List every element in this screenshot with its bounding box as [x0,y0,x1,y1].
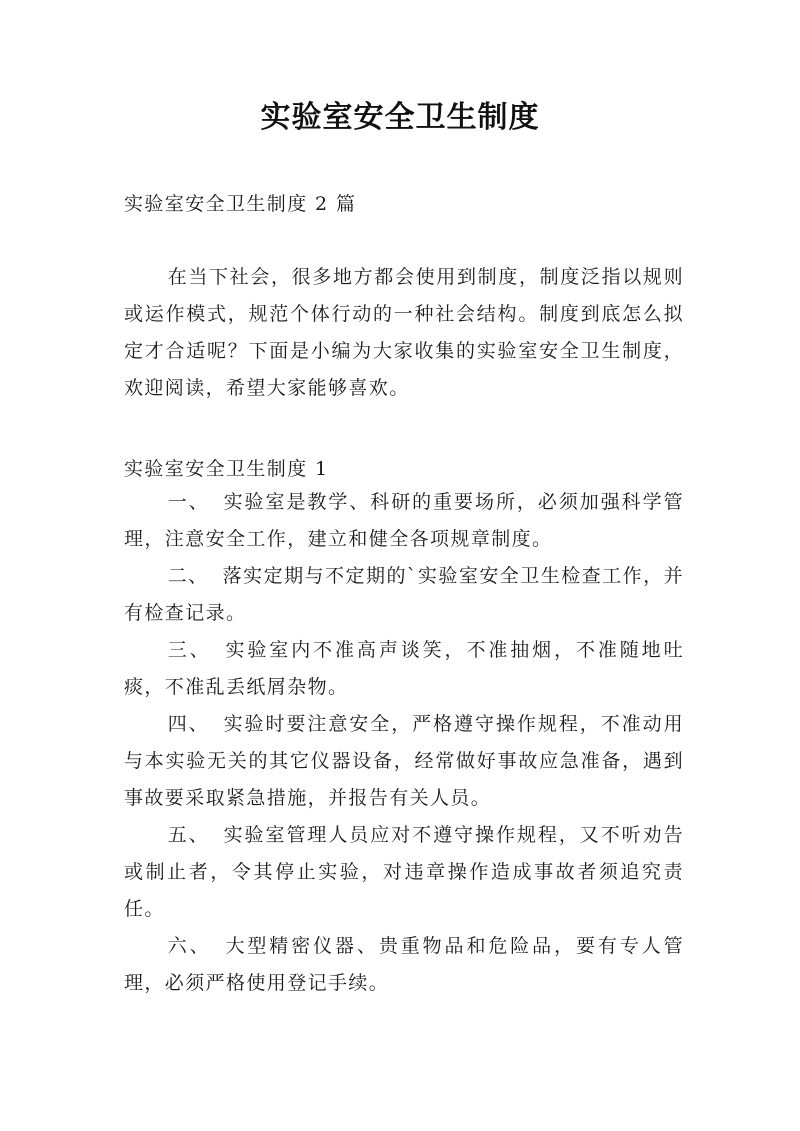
rule-item-6 [124,928,684,1002]
rule-item-5 [124,817,684,928]
rule-number: 一、 [167,491,210,513]
section-heading: 实验室安全卫生制度 1 [124,458,329,480]
rule-number: 五、 [167,824,210,846]
rule-text: 实验时要注意安全，严格遵守操作规程，不准动用与本实验无关的其它仪器设备，经常做好事故应急准备，遇到事故要采取紧急措施，并报告有关人员。 [124,713,684,809]
rule-number: 三、 [167,639,212,661]
document-title: 实验室安全卫生制度 [260,100,540,135]
rule-text: 实验室内不准高声谈笑，不准抽烟，不准随地吐痰，不准乱丢纸屑杂物。 [124,639,684,698]
rule-text: 实验室管理人员应对不遵守操作规程，又不听劝告或制止者，令其停止实验，对违章操作造成事故者须追究责任。 [124,824,684,920]
rule-text: 大型精密仪器、贵重物品和危险品，要有专人管理，必须严格使用登记手续。 [124,935,684,994]
rule-item-2 [124,558,684,632]
rule-item-1 [124,484,684,558]
intro-paragraph: 在当下社会，很多地方都会使用到制度，制度泛指以规则或运作模式，规范个体行动的一种社会结构。制度到底怎么拟定才合适呢？下面是小编为大家收集的实验室安全卫生制度，欢迎阅读，希望大家能够喜欢。 [124,266,684,399]
rule-number: 二、 [167,565,209,587]
rule-text: 落实定期与不定期的`实验室安全卫生检查工作，并有检查记录。 [124,565,684,624]
rule-number: 六、 [167,935,212,957]
document-subtitle: 实验室安全卫生制度 2 篇 [124,193,357,215]
rule-item-3 [124,632,684,706]
rules-list [124,484,684,1002]
rule-item-4 [124,706,684,817]
rule-text: 实验室是教学、科研的重要场所，必须加强科学管理，注意安全工作，建立和健全各项规章制度。 [124,491,684,550]
rule-number: 四、 [167,713,210,735]
